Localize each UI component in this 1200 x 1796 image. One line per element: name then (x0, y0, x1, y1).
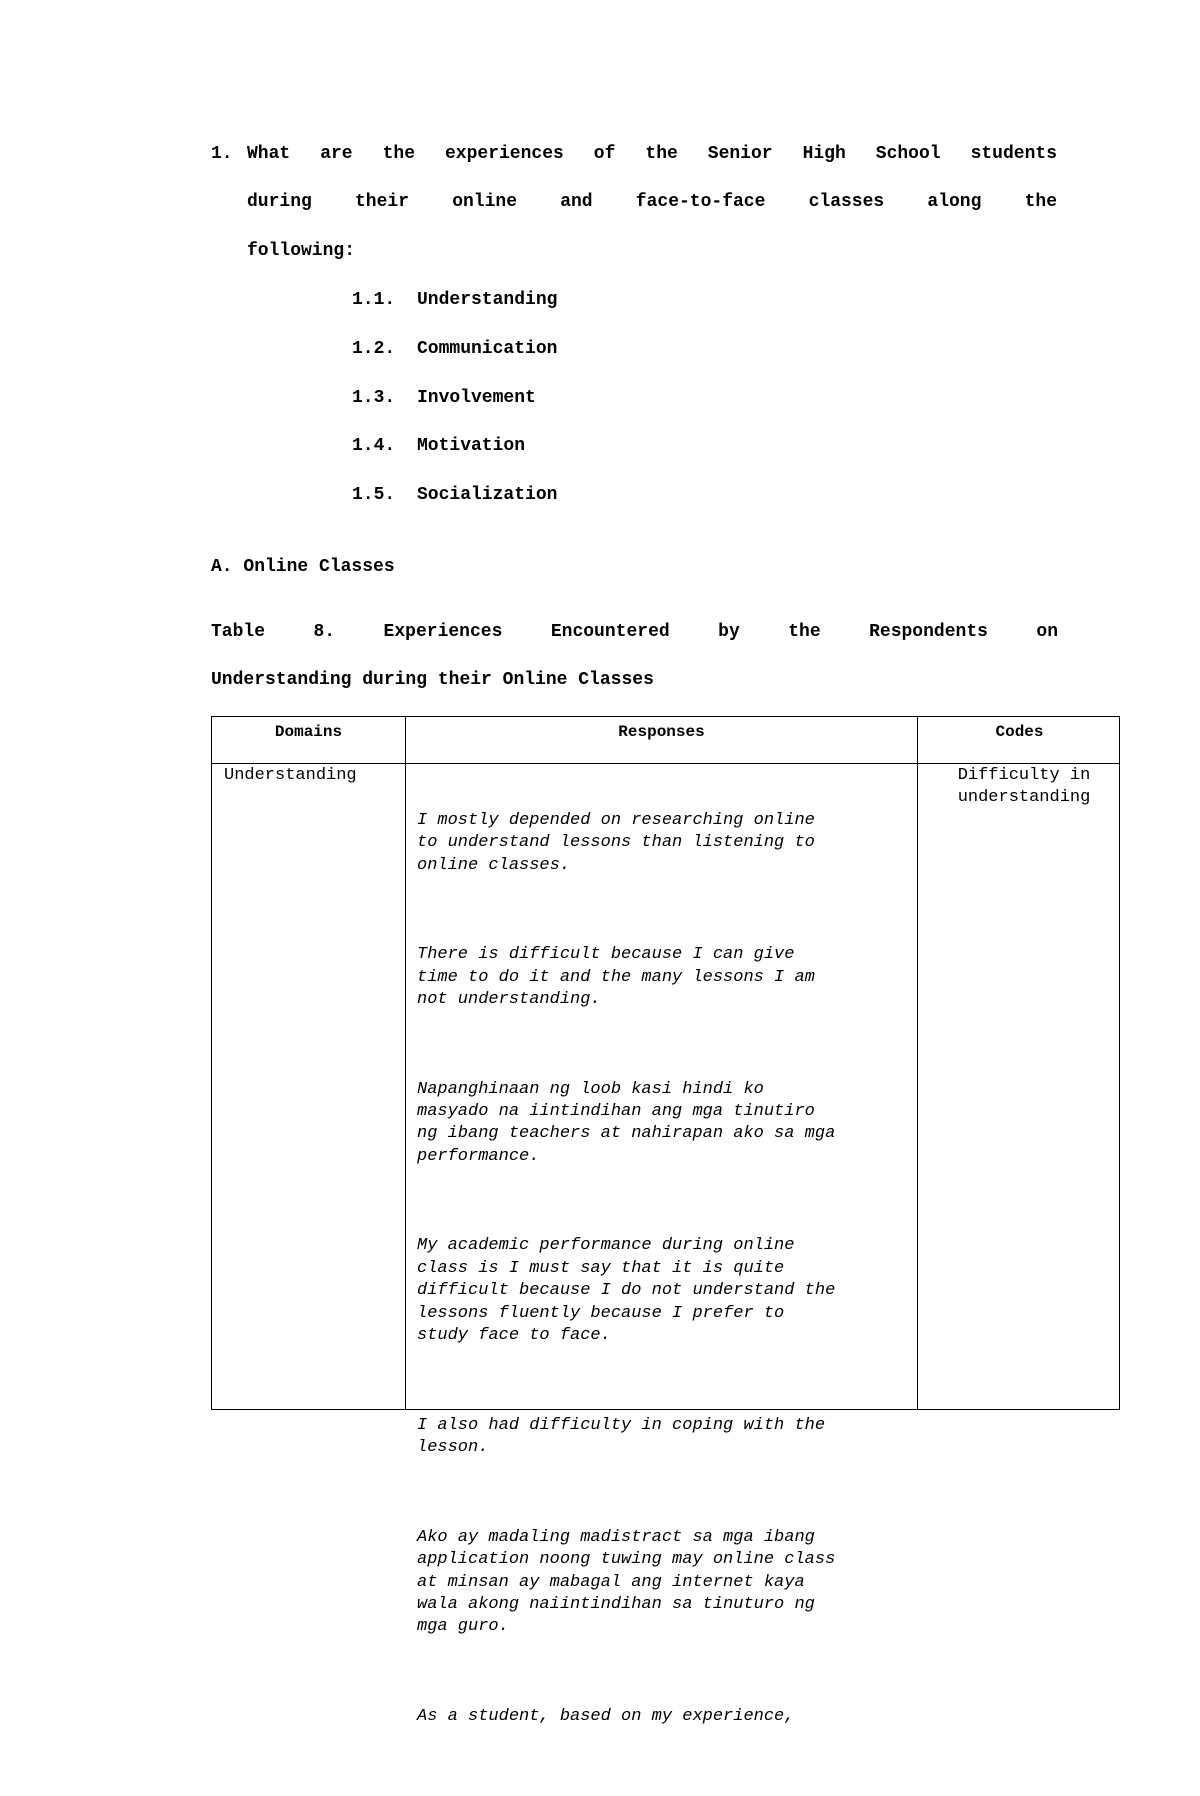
sub-item-motivation (352, 434, 525, 458)
question-line-2: during their online and face-to-face classes along the (247, 192, 1057, 212)
column-divider (405, 717, 406, 1409)
question-line-3: following: (247, 241, 356, 261)
column-divider (917, 717, 918, 1409)
response-item: As a student, based on my experience, (417, 1706, 795, 1726)
codes-cell: Difficulty in understanding (957, 766, 1091, 808)
sub-item-label: Involvement (417, 388, 536, 408)
sub-item-involvement (352, 386, 536, 410)
question-line-1: What are the experiences of the Senior High School students (247, 144, 1057, 164)
sub-item-number: 1.2. (352, 339, 396, 359)
header-codes: Codes (995, 723, 1044, 741)
response-item: I also had difficulty in coping with the lesson. (417, 1415, 826, 1458)
responses-cell (417, 765, 917, 1796)
sub-item-understanding (352, 288, 557, 312)
sub-item-number: 1.5. (352, 485, 396, 505)
sub-item-label: Understanding (417, 290, 558, 310)
sub-item-number: 1.1. (352, 290, 396, 310)
response-item: Napanghinaan ng loob kasi hindi ko masyado na iintindihan ang mga tinutiro ng ibang teachers at nahirapan ako sa mga performance. (417, 1079, 836, 1166)
response-item: I mostly depended on researching online to understand lessons than listening to online classes. (417, 810, 815, 875)
sub-item-number: 1.3. (352, 388, 396, 408)
sub-item-communication (352, 337, 557, 361)
header-responses: Responses (618, 723, 705, 741)
sub-item-socialization (352, 483, 557, 507)
domain-cell: Understanding (224, 766, 357, 785)
header-domains: Domains (274, 723, 343, 741)
sub-item-label: Motivation (417, 436, 526, 456)
table-caption-line-2: Understanding during their Online Classes (211, 670, 654, 690)
header-divider (212, 763, 1119, 764)
sub-item-number: 1.4. (352, 436, 396, 456)
response-item: My academic performance during online class is I must say that it is quite difficult because I do not understand the lessons fluently because I prefer to study face to face. (417, 1236, 836, 1346)
section-heading: A. Online Classes (211, 557, 395, 577)
table-caption-line-1: Table 8. Experiences Encountered by the Respondents on (211, 622, 1058, 642)
response-item: Ako ay madaling madistract sa mga ibang application noong tuwing may online class at minsan ay mabagal ang internet kaya wala akong naiintindihan sa tinuturo ng mga guro. (417, 1527, 836, 1637)
sub-item-label: Socialization (417, 485, 558, 505)
experiences-table (211, 716, 1120, 1726)
sub-item-label: Communication (417, 339, 558, 359)
response-item: There is difficult because I can give time to do it and the many lessons I am not understanding. (417, 945, 815, 1010)
question-number: 1. (211, 144, 233, 164)
